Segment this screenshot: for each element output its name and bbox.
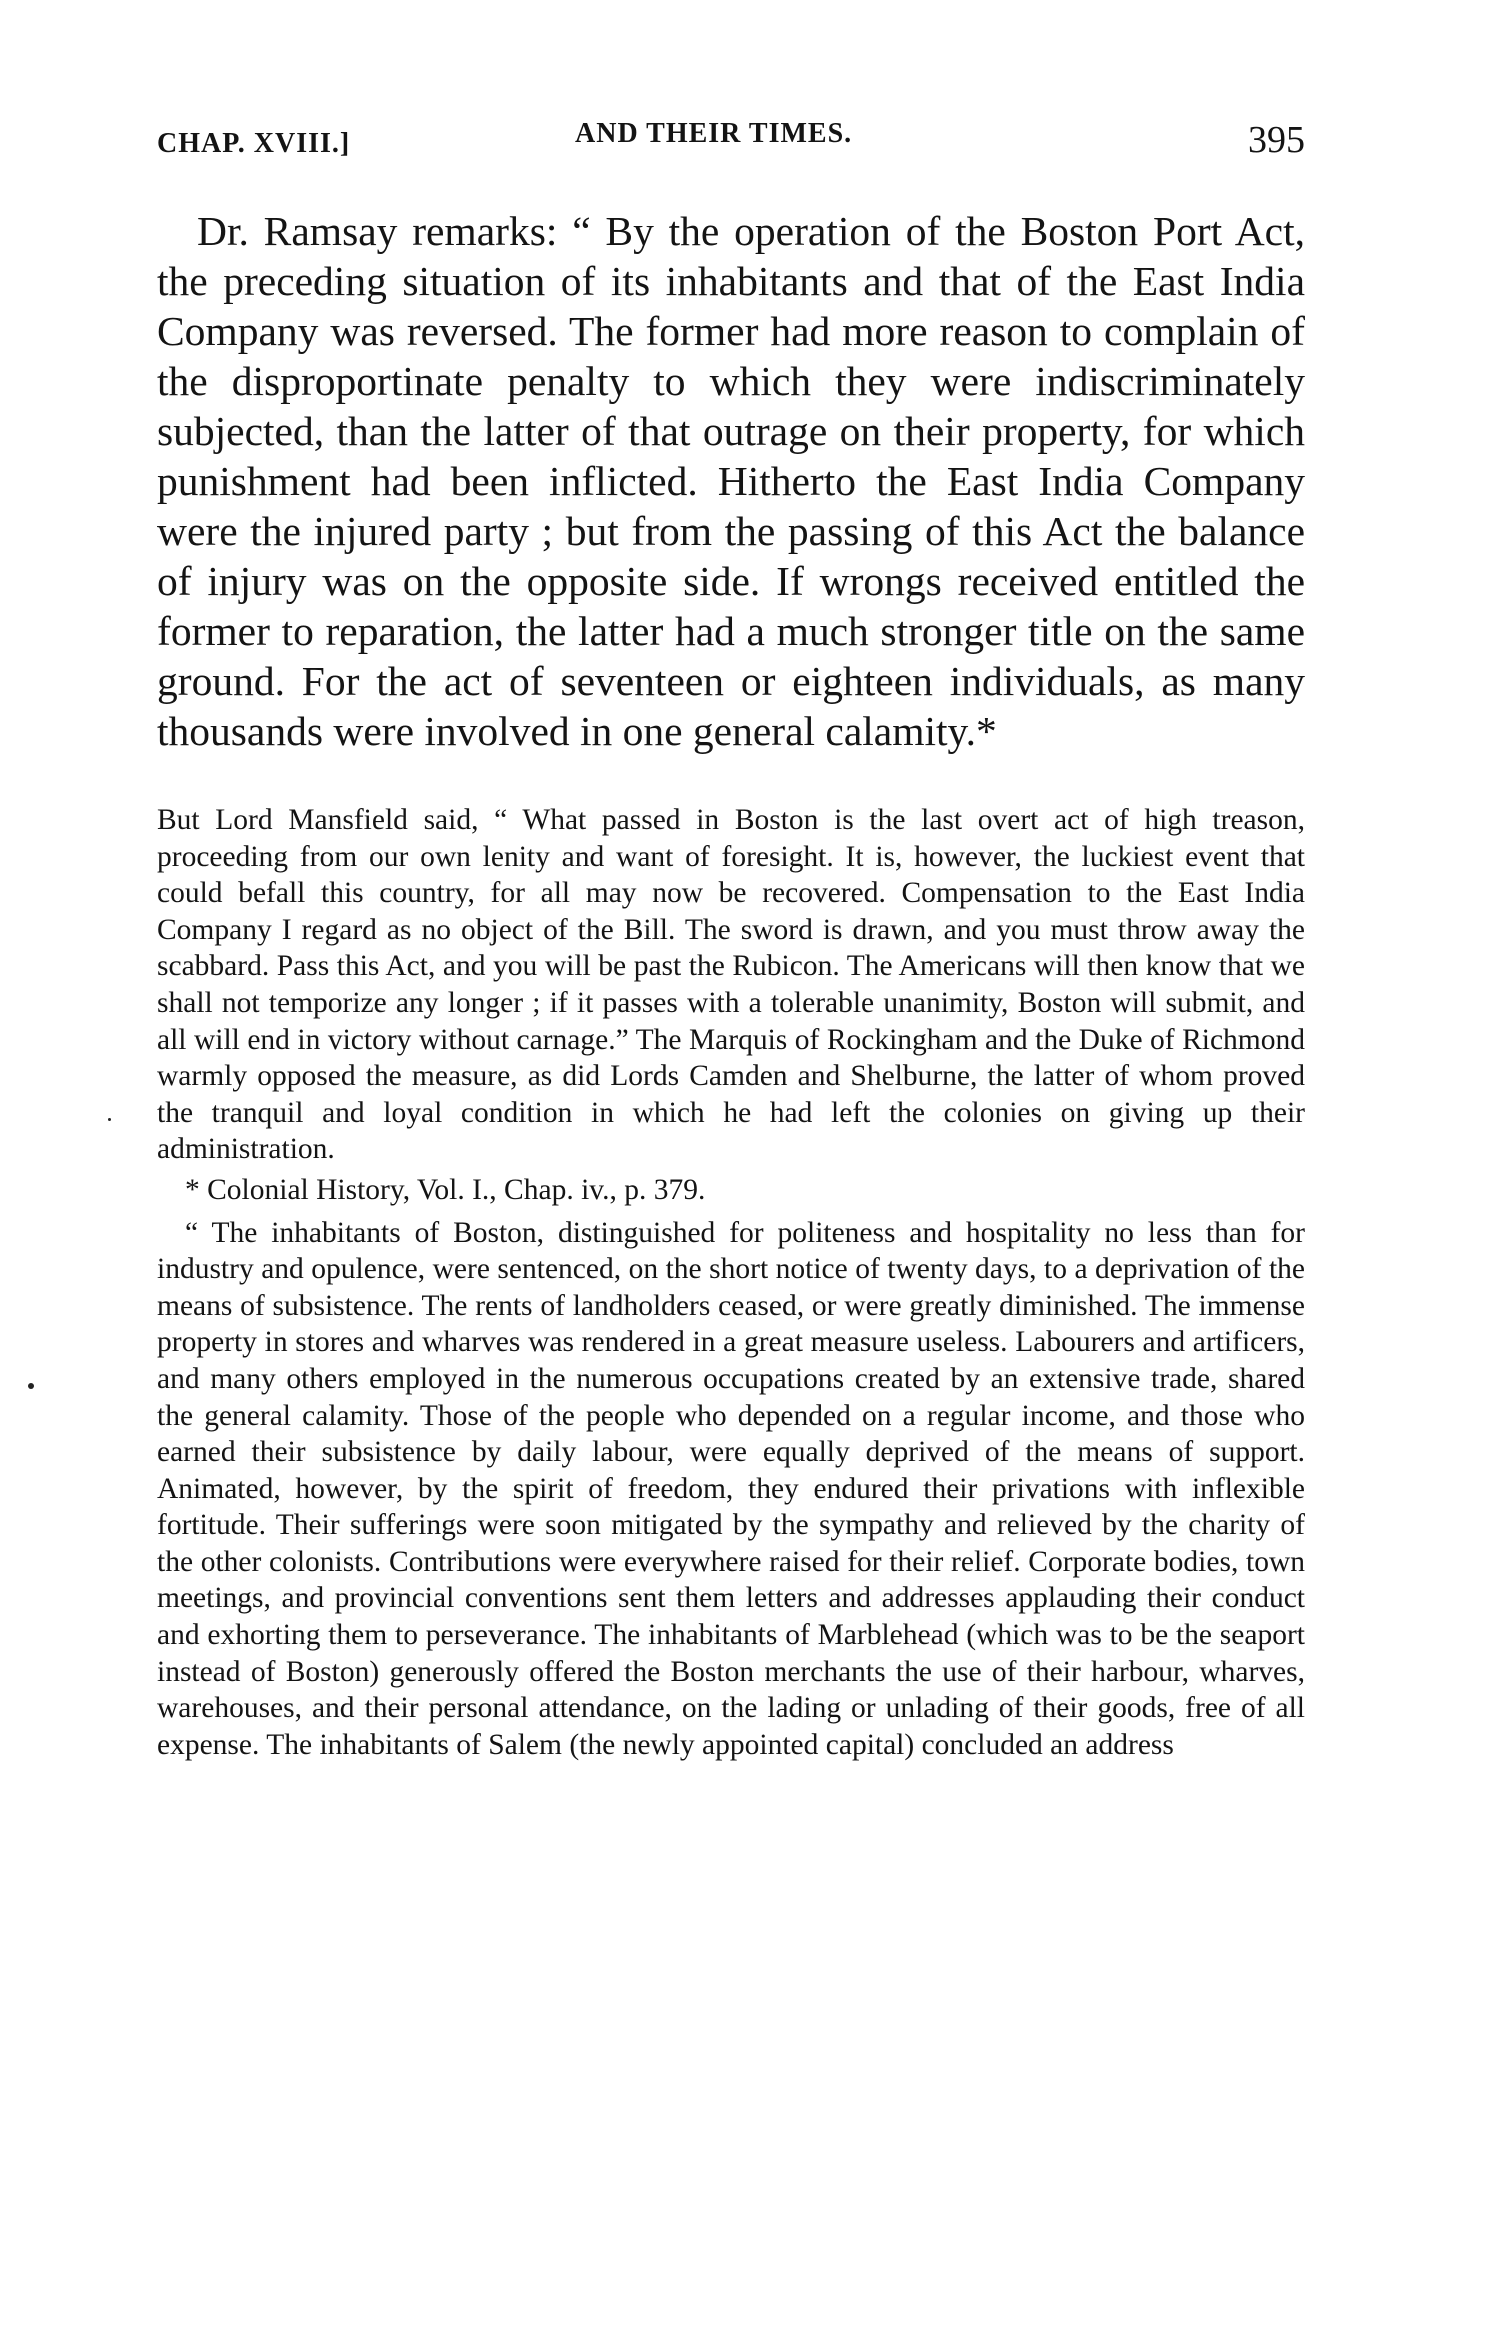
footnote: * Colonial History, Vol. I., Chap. iv., p. 379. xyxy=(185,1173,706,1206)
continuation-paragraph: “ The inhabitants of Boston, distinguished for politeness and hospitality no less than for industry and opulence, were sentenced, on the short notice of twenty days, to a deprivation of the means of subsistence. The rents of landholders ceased, or were greatly diminished. The immense property in stores and wharves was rendered in a great measure useless. Labourers and artificers, and many others employed in the numerous occupations created by an extensive trade, shared the general calamity. Those of the people who depended on a regular income, and those who earned their subsistence by daily labour, were equally deprived of the means of support. Animated, however, by the spirit of freedom, they endured their privations with inflexible fortitude. Their sufferings were soon mitigated by the sympathy and relieved by the charity of the other colonists. Contributions were everywhere raised for their relief. Corporate bodies, town meetings, and provincial conventions sent them letters and addresses applauding their conduct and exhorting them to perseverance. The inhabitants of Marblehead (which was to be the seaport instead of Boston) generously offered the Boston merchants the use of their harbour, wharves, warehouses, and their personal attendance, on the lading or unlading of their goods, free of all expense. The inhabitants of Salem (the newly appointed capital) concluded an address xyxy=(157,1216,1305,1761)
margin-speck xyxy=(108,1118,111,1121)
page-number: 395 xyxy=(1248,119,1305,161)
running-head xyxy=(157,118,1305,178)
main-paragraph: Dr. Ramsay remarks: “ By the operation of the Boston Port Act, the preceding situation of its inhabitants and that of the East India Company was reversed. The former had more reason to complain of the disproportinate penalty to which they were indiscriminately subjected, than the latter of that outrage on their property, for which punishment had been inflicted. Hitherto the East India Company were the injured party ; but from the passing of this Act the balance of injury was on the opposite side. If wrongs received entitled the former to reparation, the latter had a much stronger title on the same ground. For the act of seventeen or eighteen individuals, as many thousands were involved in one general calamity.* xyxy=(157,208,1305,754)
quote-paragraph: But Lord Mansfield said, “ What passed in Boston is the last overt act of high treason, proceeding from our own lenity and want of foresight. It is, however, the luckiest event that could befall this country, for all may now be recovered. Compensation to the East India Company I regard as no object of the Bill. The sword is drawn, and you must throw away the scabbard. Pass this Act, and you will be past the Rubicon. The Americans will then know that we shall not temporize any longer ; if it passes with a tolerable unanimity, Boston will submit, and all will end in victory without carnage.” The Marquis of Rockingham and the Duke of Richmond warmly opposed the measure, as did Lords Camden and Shelburne, the latter of whom proved the tranquil and loyal condition in which he had left the colonies on giving up their administration. xyxy=(157,804,1305,1166)
chapter-label: CHAP. XVIII.] xyxy=(157,128,351,159)
margin-dot xyxy=(28,1383,34,1389)
running-title: AND THEIR TIMES. xyxy=(575,118,853,149)
book-page xyxy=(157,118,1305,1763)
